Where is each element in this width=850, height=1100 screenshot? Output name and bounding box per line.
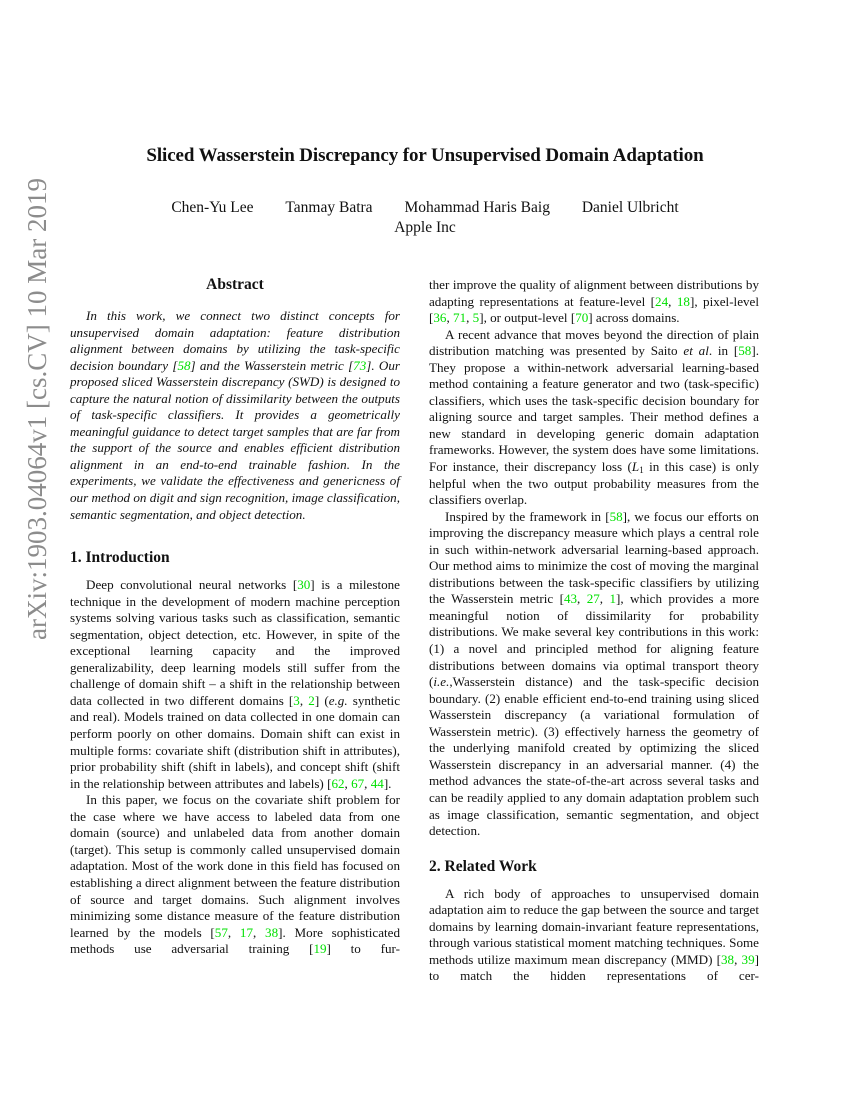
citation-link[interactable]: 62 (331, 775, 345, 791)
citation-link[interactable]: 36 (433, 310, 447, 326)
italic-text: e.g. (328, 692, 348, 708)
citation-link[interactable]: 5 (472, 310, 480, 326)
right-column (429, 277, 759, 985)
citation-link[interactable]: 57 (214, 924, 228, 940)
citation-link[interactable]: 24 (655, 293, 669, 309)
author-name: Tanmay Batra (285, 199, 373, 216)
citation-link[interactable]: 17 (239, 924, 254, 940)
math-symbol: $L_1$ (631, 459, 644, 476)
paper-title: Sliced Wasserstein Discrepancy for Unsupervised Domain Adaptation (146, 145, 704, 166)
italic-text: et al (683, 343, 709, 359)
citation-link[interactable]: 38 (265, 924, 279, 940)
paragraph: Deep convolutional neural networks [30] is a milestone technique in the development of modern machine perception systems solving various tasks such as classification, semantic segmentation, object detection, etc. However, in spite of the exceptional learning capacity and the improved generalizability, deep learning models still suffer from the challenge of domain shift – a shift in the relationship between data collected in two different domains [3, 2] (e.g. synthetic and real). Models trained on data collected in one domain can perform poorly on other domains. Domain shift can exist in multiple forms: covariate shift (distribution shift in attributes), prior probability shift (shift in labels), and concept shift (shift in the relationship between attributes and labels) [62, 67, 44]. (70, 577, 401, 791)
citation-link[interactable]: 58 (609, 508, 623, 524)
citation-link[interactable]: 73 (353, 357, 367, 373)
author-name: Chen-Yu Lee (171, 199, 254, 216)
author-list (0, 199, 850, 217)
introduction-text-right (429, 277, 759, 840)
citation-link[interactable]: 67 (351, 775, 365, 791)
abstract-heading: Abstract (206, 276, 264, 293)
arxiv-identifier: arXiv:1903.04064v1 [cs.CV] 10 Mar 2019 (22, 178, 52, 640)
citation-link[interactable]: 44 (370, 775, 384, 791)
citation-link[interactable]: 71 (453, 310, 467, 326)
abstract-text: In this work, we connect two distinct concepts for unsupervised domain adaptation: feature distribution alignment between domains by utilizing the task-specific decision boundary [58] and the Wasserstein metric [73]. Our proposed sliced Wasserstein discrepancy (SWD) is designed to capture the natural notion of dissimilarity between the outputs of task-specific classifiers. It provides a geometrically meaningful guidance to detect target samples that are far from the support of the source and enables efficient distribution alignment in an end-to-end trainable fashion. In the experiments, we validate the effectiveness and genericness of our method on digit and sign recognition, image classification, semantic segmentation, and object detection. (70, 308, 400, 522)
paragraph: In this paper, we focus on the covariate shift problem for the case where we have access to labeled data from one domain (source) and unlabeled data from another domain (target). This setup is commonly called unsupervised domain adaptation. Most of the work done in this field has focused on establishing a direct alignment between the feature distribution of source and target domains. Such alignment involves minimizing some distance measure of the feature distribution learned by the models [57, 17, 38]. More sophisticated methods use adversarial training [19] to fur- (70, 792, 400, 957)
citation-link[interactable]: 58 (738, 343, 752, 359)
section-heading-introduction: 1. Introduction (70, 549, 170, 567)
citation-link[interactable]: 39 (741, 951, 755, 967)
citation-link[interactable]: 38 (720, 951, 735, 967)
citation-link[interactable]: 1 (609, 591, 617, 607)
related-work-text (429, 886, 759, 985)
citation-link[interactable]: 43 (563, 591, 578, 607)
italic-text: i.e. (433, 674, 450, 690)
citation-link[interactable]: 3 (293, 692, 300, 708)
introduction-text-left (70, 577, 400, 958)
left-column (70, 276, 400, 958)
citation-link[interactable]: 2 (308, 692, 315, 708)
paragraph: A rich body of approaches to unsupervised domain adaptation aim to reduce the gap between the source and target domains by learning domain-invariant feature representations, through various statistical moment matching techniques. Some methods utilize maximum mean discrepancy (MMD) [38, 39] to match the hidden representations of cer- (429, 885, 759, 984)
citation-link[interactable]: 27 (586, 591, 600, 607)
citation-link[interactable]: 30 (297, 577, 311, 593)
paragraph: Inspired by the framework in [58], we focus our efforts on improving the discrepancy measure which plays a central role in such within-network adversarial learning-based approach. Our method aims to minimize the cost of moving the marginal distributions between the task-specific classifiers by utilizing the Wasserstein metric [43, 27, 1], which provides a more meaningful notion of dissimilarity for probability distributions. We make several key contributions in this work: (1) a novel and principled method for aligning feature distributions between domains via optimal transport theory (i.e.,Wasserstein distance) and the task-specific decision boundary. (2) enable efficient end-to-end training using sliced Wasserstein discrepancy (a variational formulation of Wasserstein metric). (3) effectively harness the geometry of the underlying manifold created by optimizing the sliced Wasserstein discrepancy in an adversarial manner. (4) the method advances the state-of-the-art across several tasks and can be readily applied to any domain adaptation problem such as image classification, semantic segmentation, and object detection. (429, 508, 760, 839)
citation-link[interactable]: 19 (313, 941, 327, 957)
affiliation: Apple Inc (394, 219, 456, 236)
paragraph: A recent advance that moves beyond the direction of plain distribution matching was presented by Saito et al. in [58]. They propose a within-network adversarial learning-based method containing a feature generator and two (task-specific) classifiers, which uses the task-specific decision boundary for aligning source and target samples. Their method defines a new standard in developing generic domain adaptation frameworks. However, the system does have some limitations. For instance, their discrepancy loss ($L_1$ in this case) is only helpful when the two output probability measures from the classifiers overlap. (429, 326, 759, 508)
citation-link[interactable]: 70 (575, 310, 589, 326)
citation-link[interactable]: 58 (177, 357, 191, 373)
section-heading-related-work: 2. Related Work (429, 857, 537, 875)
author-name: Mohammad Haris Baig (404, 199, 550, 216)
author-name: Daniel Ulbricht (581, 199, 679, 216)
paragraph: ther improve the quality of alignment between distributions by adapting representations at feature-level [24, 18], pixel-level [36, 71, 5], or output-level [70] across domains. (429, 277, 760, 326)
citation-link[interactable]: 18 (676, 293, 690, 309)
